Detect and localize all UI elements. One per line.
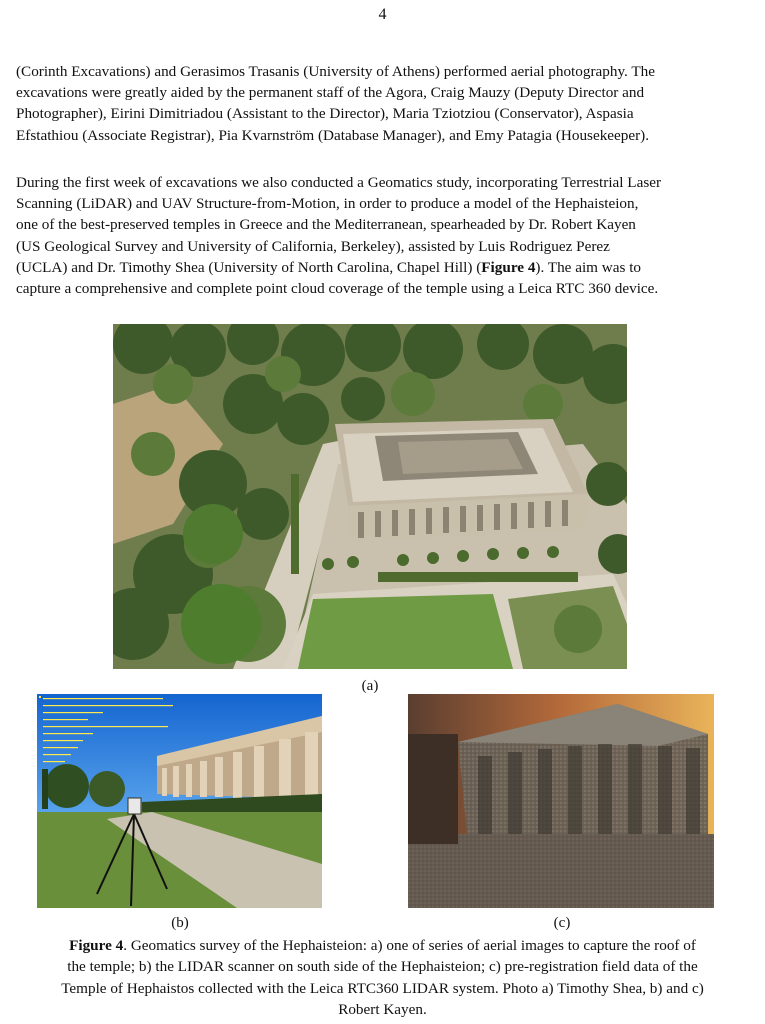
panel-label-a: (a) <box>361 678 379 694</box>
caption-line: Robert Kayen. <box>338 1001 427 1019</box>
pointcloud-render <box>408 694 714 908</box>
panel-label-c: (c) <box>553 915 571 931</box>
text-line: Efstathiou (Associate Registrar), Pia Kvarnström (Database Manager), and Emy Patagia (Housekeeper). <box>16 126 650 144</box>
text-line: During the first week of excavations we also conducted a Geomatics study, incorporating Terrestrial Laser <box>16 174 662 191</box>
caption-text: . Geomatics survey of the Hephaisteion: a) one of series of aerial images to capture the roof of <box>123 937 696 954</box>
text-line: Scanning (LiDAR) and UAV Structure-from-Motion, in order to produce a model of the Hephaisteion, <box>16 195 639 213</box>
text-line: Photographer), Eirini Dimitriadou (Assistant to the Director), Maria Tziotziou (Conservator), Aspasia <box>16 105 634 123</box>
scanner-photo-image <box>37 694 322 908</box>
caption-line: the temple; b) the LIDAR scanner on south side of the Hephaisteion; c) pre-registration field data of the <box>67 958 698 976</box>
text-line: capture a comprehensive and complete point cloud coverage of the temple using a Leica RTC 360 device. <box>16 280 659 298</box>
text-line: one of the best-preserved temples in Greece and the Mediterranean, spearheaded by Dr. Robert Kayen <box>16 216 636 234</box>
caption-label: Figure 4 <box>69 937 124 954</box>
aerial-photo-image <box>113 324 627 669</box>
aerial-photo <box>113 324 627 669</box>
caption-line <box>10 935 755 956</box>
figure-caption <box>10 935 755 1021</box>
text-fragment: (UCLA) and Dr. Timothy Shea (University of North Carolina, Chapel Hill) ( <box>16 258 482 276</box>
paragraph-geomatics <box>16 172 756 299</box>
caption-line: Temple of Hephaistos collected with the Leica RTC360 LIDAR system. Photo a) Timothy Shea, b) and c) <box>61 979 704 997</box>
scanner-photo <box>37 694 322 908</box>
text-line: excavations were greatly aided by the permanent staff of the Agora, Craig Mauzy (Deputy Director and <box>16 84 645 102</box>
pointcloud-image <box>408 694 714 908</box>
figure-reference: Figure 4 <box>481 258 536 276</box>
text-line: (Corinth Excavations) and Gerasimos Trasanis (University of Athens) performed aerial photography. The <box>16 63 655 80</box>
panel-label-b: (b) <box>171 915 189 931</box>
text-line <box>16 257 756 278</box>
page-number: 4 <box>378 6 387 23</box>
text-line: (US Geological Survey and University of California, Berkeley), assisted by Luis Rodriguez Perez <box>16 237 610 255</box>
text-fragment: ). The aim was to <box>535 258 642 276</box>
paragraph-acknowledgements <box>16 61 756 146</box>
